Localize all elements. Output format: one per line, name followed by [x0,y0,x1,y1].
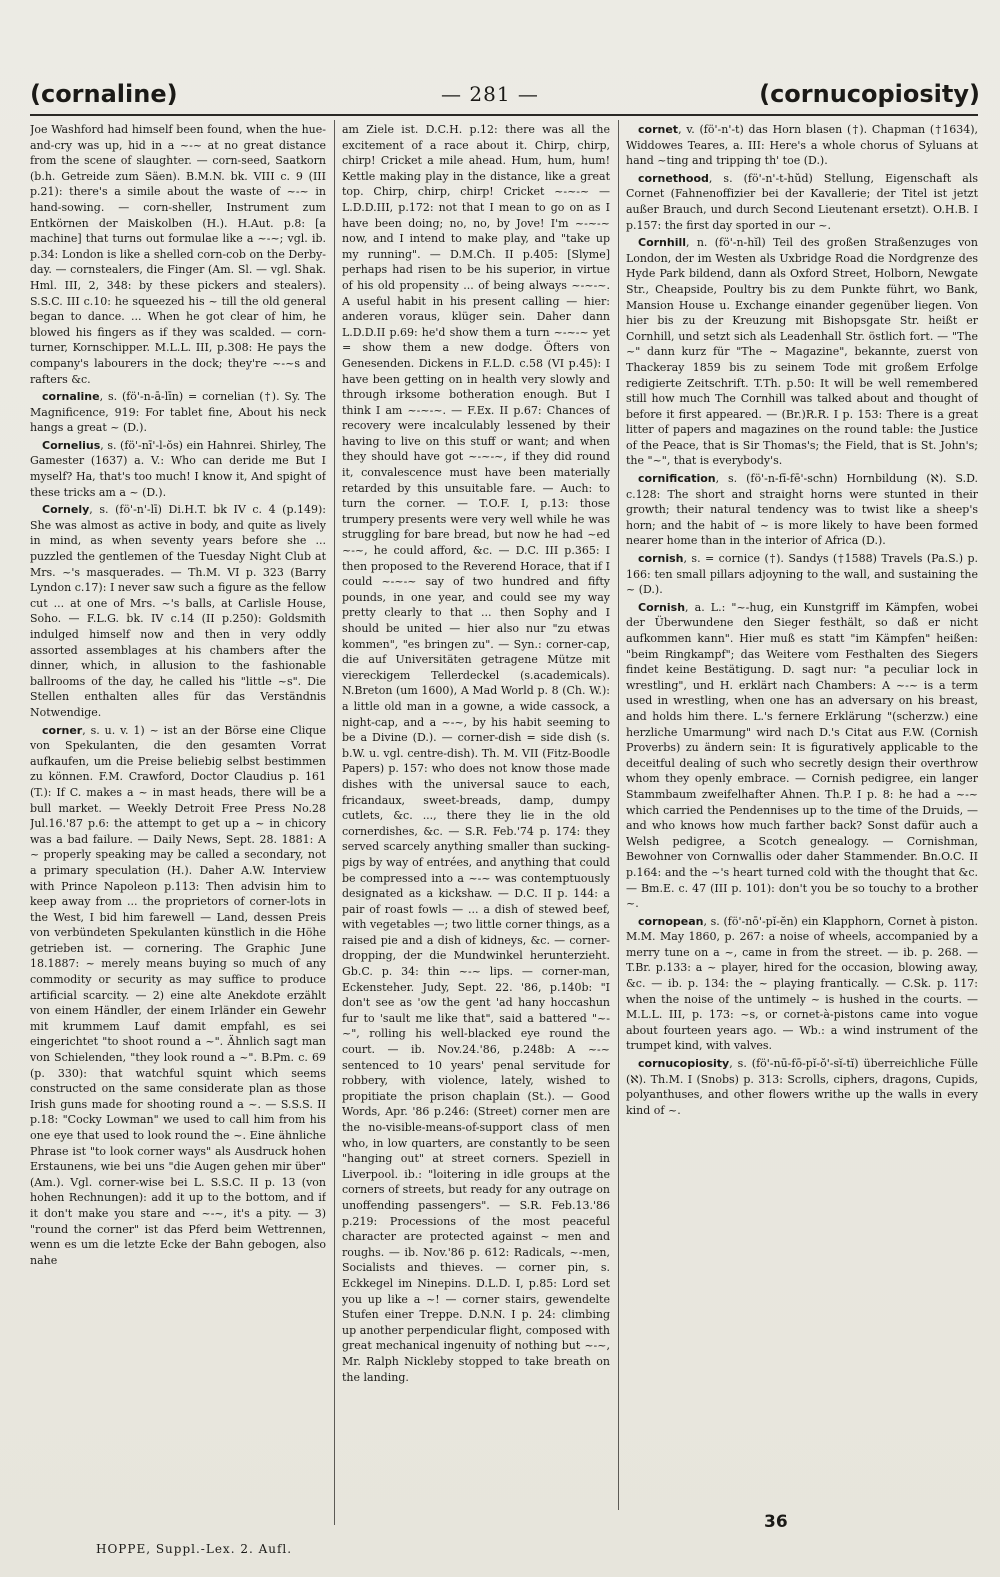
entry-cornucopiosity: cornucopiosity, s. (fö'-nū-fō-pĭ-ŏ'-sĭ-tĭ) überreichliche Fülle (ℵ). Th.M. I (Snobs) p. 313: Scrolls, ciphers, dragons, Cupids, polyanthuses, and other flowers writhe up the walls in every kind of ~. [626,1057,978,1117]
column-divider-2 [618,120,619,1510]
entry-cornelius: Cornelius, s. (fö'-nī'-l-ŏs) ein Hahnrei. Shirley, The Gamester (1637) a. V.: Who can deride me But I myself? Ha, that's too much! I know it, And spight of these tricks am a ~ (D.). [30,438,326,499]
headword: cornucopiosity [638,1057,730,1071]
entry-cornaline: cornaline, s. (fö'-n-ā-līn) = cornelian (†). Sy. The Magnificence, 919: For tablet fine, About his neck hangs a great ~ (D.). [30,390,326,435]
column-1 [30,122,326,1532]
page-number: — 281 — [441,82,539,106]
entry-cornet: cornet, v. (fö'-n'-t) das Horn blasen (†). Chapman (†1634), Widdowes Teares, a. III: Here's a whole chorus of Syluans at hand ~ting and tripping th' toe (D.). [626,123,978,168]
headword: cornification [638,472,716,486]
entry-text: Joe Washford had himself been found, when the hue-and-cry was up, hid in a ~-~ at no great distance from the scene of slaughter. — corn-seed, Saatkorn (b.h. Getreide zum Säen). B.M.N. bk. VIII c. 9 (III p.21): there's a simile about the waste of ~-~ in hand-sowing. — corn-sheller, Instrument zum Entkörnen der Maiskolben (H.). H.Aut. p.8: [a machine] that turns out formulae like a ~-~; vgl. ib. p.34: London is like a shelled corn-cob on the Derby-day. — cornstealers, die Finger (Am. Sl. — vgl. Shak. Hml. III, 2, 348: by these pickers and stealers). S.S.C. III c.10: he squeezed his ~ till the old general began to dance. ... When he got clear of him, he blowed his fingers as if they was scalded. — corn-turner, Kornschipper. M.L.L. III, p.308: He pays the company's labourers in the dock; they're ~-~s and rafters &c. [30,123,326,386]
column-2 [342,122,610,1527]
headword: cornethood [638,171,709,185]
headword: Cornely [42,503,90,517]
headword: Cornelius [42,438,101,452]
entry-cornely: Cornely, s. (fö'-n'-lī) Di.H.T. bk IV c. 4 (p.149): She was almost as active in body, and quite as lively in mind, as when seventy years before she ... puzzled the gentlemen of the Tuesday Night Club at Mrs. ~'s masquerades. — Th.M. VI p. 323 (Barry Lyndon c.17): I never saw such a figure as the fellow cut ... at one of Mrs. ~'s balls, at Carlisle House, Soho. — F.L.G. bk. IV c.14 (II p.250): Goldsmith indulged himself now and then in very oddly assorted assemblages at his chambers after the dinner, which, in allusion to the fashionable ballrooms of the day, he called his "little ~s". Die Stellen enthalten alles für das Verständnis Notwendige. [30,503,326,719]
entry-cornification: cornification, s. (fö'-n-fī-fē'-schn) Hornbildung (ℵ). S.D. c.128: The short and straight horns were stunted in their growth; their natural tendency was to twist like a sheep's horn; and the habit of ~ is more likely to have been formed nearer home than in the interior of Africa (D.). [626,472,978,548]
header-right-guideword: (cornucopiosity) [759,80,980,108]
entry-corner: corner, s. u. v. 1) ~ ist an der Börse eine Clique von Spekulanten, die den gesamten Vorrat aufkaufen, um die Preise beliebig selbst bestimmen zu können. F.M. Crawford, Doctor Claudius p. 161 (T.): If C. makes a ~ in mast heads, there will be a bull market. — Weekly Detroit Free Press No.28 Jul.16.'87 p.6: the attempt to get up a ~ in chicory was a bad failure. — Daily News, Sept. 28. 1881: A ~ properly speaking may be called a secondary, not a primary speculation (H.). Daher A.W. Interview with Prince Napoleon p.113: Then advisin him to keep away from ... the proprietors of corner-lots in the West, I bid him farewell — Land, dessen Preis von verbündeten Spekulanten künstlich in die Höhe getrieben ist. — cornering. The Graphic June 18.1887: ~ merely means buying so much of any commodity or security as may suffice to produce artificial scarcity. — 2) eine alte Anekdote erzählt von einem Händler, der einem Irländer ein Gewehr mit krummem Lauf damit empfahl, es sei eingerichtet "to shoot round a ~". Ähnlich sagt man von Schielenden, "they look round a ~". B.Pm. c. 69 (p. 330): that watchful squint which seems constructed on the same considerate plan as those Irish guns made for shooting round a ~. — S.S.S. II p.18: "Cocky Lowman" we used to call him from his one eye that used to look round the ~. Eine ähnliche Phrase ist "to look corner ways" als Ausdruck hohen Erstaunens, wie bei uns "die Augen gehen mir über" (Am.). Vgl. corner-wise bei L. S.S.C. II p. 13 (von hohen Rechnungen): add it up to the bottom, and if it don't make you stare and ~-~, it's a pity. — 3) "round the corner" ist das Pferd beim Wettrennen, wenn es um die letzte Ecke der Bahn gebogen, also nahe [30,723,326,1267]
headword: Cornhill [638,236,687,250]
headword: corner [42,723,83,737]
header-left-guideword: (cornaline) [30,80,178,108]
column-divider-1 [334,120,335,1525]
headword: cornish [638,552,684,566]
footer-imprint: HOPPE, Suppl.-Lex. 2. Aufl. [96,1542,293,1556]
headword: cornopean [638,914,704,928]
entry-cornish-noun: cornish, s. = cornice (†). Sandys (†1588) Travels (Pa.S.) p. 166: ten small pillars adjoyning to the wall, and sustaining the ~ (D.). [626,552,978,597]
headword: cornet [638,123,679,136]
entry-cornopean: cornopean, s. (fö'-nō'-pĭ-ĕn) ein Klapphorn, Cornet à piston. M.M. May 1860, p. 267: a noise of wheels, accompanied by a merry tune on a ~, came in from the street. — ib. p. 268. — T.Br. p.133: a ~ player, hired for the occasion, blowing away, &c. — ib. p. 134: the ~ playing frantically. — C.Sk. p. 117: when the noise of the untimely ~ is hushed in the courts. — M.L.L. III, p. 173: ~s, or cornet-à-pistons came into vogue about fourteen years ago. — Wb.: a wind instrument of the trumpet kind, with valves. [626,914,978,1053]
column-3 [626,122,978,1507]
sheet-signature: 36 [764,1512,788,1532]
header-rule [30,114,978,116]
headword: Cornish [638,600,686,614]
entry-cornethood: cornethood, s. (fö'-n'-t-hŭd) Stellung, Eigenschaft als Cornet (Fahnenoffizier bei der Kavallerie; der Titel ist jetzt außer Brauch, und durch Second Lieutenant ersetzt). O.H.B. I p.157: the first day sported in our ~. [626,171,978,232]
headword: cornaline [42,390,100,404]
entry-cornish-adj: Cornish, a. L.: "~-hug, ein Kunstgriff im Kämpfen, wobei der Überwundene den Sieger festhält, so daß er nicht aufkommen kann". Hier muß es statt "im Kämpfen" heißen: "beim Ringkampf"; das Weitere vom Festhalten des Siegers findet keine Bestätigung. D. sagt nur: "a peculiar lock in wrestling", und H. erklärt nach Chambers: A ~-~ is a term used in wrestling, when one has an adversary on his breast, and holds him there. L.'s fernere Erklärung "(scherzw.) eine herzliche Umarmung" wird nach D.'s Citat aus F.W. (Cornish Proverbs) zu ändern sein: It is figuratively applicable to the deceitful dealing of such who secretly design their overthrow whom they openly embrace. — Cornish pedigree, ein langer Stammbaum zweifelhafter Ahnen. Th.P. I p. 8: he had a ~-~ which carried the Pendennises up to the time of the Druids, — and who knows how much farther back? Sonst dafür auch a Welsh pedigree, a Scotch genealogy. — Cornishman, Bewohner von Cornwallis oder daher Stammender. Bn.O.C. II p.164: and the ~'s heart turned cold with the thought that &c. — Bm.E. c. 47 (III p. 101): don't you be so touchy to a brother ~. [626,600,978,911]
running-header [30,80,980,116]
entry-cornhill: Cornhill, n. (fö'-n-hĭl) Teil des großen Straßenzuges von London, der im Westen als Uxbridge Road die Nordgrenze des Hyde Park bildend, dann als Oxford Street, Holborn, Newgate Str., Cheapside, Poultry bis zu dem Punkte führt, wo Bank, Mansion House u. Exchange einander gegenüber liegen. Von hier bis zu der Kreuzung mit Bishopsgate Str. heißt er Cornhill, und setzt sich als Leadenhall Str. östlich fort. — "The ~" dann kurz für "The ~ Magazine", bekannte, zuerst von Thackeray 1859 bis zu seinem Tode mit großem Erfolge redigierte Zeitschrift. T.Th. p.50: It will be well remembered still how much The Cornhill was talked about and thought of before it first appeared. — (Br.)R.R. I p. 153: There is a great litter of papers and magazines on the round table: the Justice of the Peace, that is Sir Thomas's; the Field, that is St. John's; the "~", that is everybody's. [626,236,978,468]
entry-text: am Ziele ist. D.C.H. p.12: there was all the excitement of a race about it. Chirp, chirp, chirp! Cricket a mile ahead. Hum, hum, hum! Kettle making play in the distance, like a great top. Chirp, chirp, chirp! Cricket ~-~-~ — L.D.D.III, p.172: not that I mean to go on as I have been doing; no, no, by Jove! I'm ~-~-~ now, and I intend to make play, and "take up my running". — D.M.Ch. II p.405: [Slyme] perhaps had risen to be his superior, in virtue of his old propensity ... of being always ~-~-~. A useful habit in his present calling — hier: anderen voraus, klüger sein. Daher dann L.D.D.II p.69: he'd show them a turn ~-~-~ yet = show them a new dodge. Öfters von Genesenden. Dickens in F.L.D. c.58 (VI p.45): I have been getting on in health very slowly and through irksome botheration enough. But I think I am ~-~-~. — F.Ex. II p.67: Chances of recovery were incalculably lessened by their having to live on this stuff or want; and when they should have got ~-~-~, if they did round it, convalescence must have been materially retarded by this unsuitable fare. — Auch: to turn the corner. — T.O.F. I, p.13: those trumpery presents were very well while he was struggling for bare bread, but now he had ~ed ~-~, he could afford, &c. — D.C. III p.365: I then proposed to the Reverend Horace, that if I could ~-~-~ say of two hundred and fifty pounds, in one year, and could see my way pretty clearly to that ... then Sophy and I should be united — hier also nur "zu etwas kommen", "es bringen zu". — Syn.: corner-cap, die auf Universitäten getragene Mütze mit viereckigem Tellerdeckel (s.academicals). N.Breton (um 1600), A Mad World p. 8 (Ch. W.): a little old man in a gowne, a wide cassock, a night-cap, and a ~-~, by his habit seeming to be a Divine (D.). — corner-dish = side dish (s. b.W. u. vgl. centre-dish). Th. M. VII (Fitz-Boodle Papers) p. 157: who does not know those made dishes with the universal sauce to each, fricandaux, sweet-breads, damp, dumpy cutlets, &c. ..., there they lie in the old cornerdishes, &c. — S.R. Feb.'74 p. 174: they served scarcely anything smaller than sucking-pigs by way of entrées, and anything that could be compressed into a ~-~ was contemptuously designated as a kickshaw. — D.C. II p. 144: a pair of roast fowls — ... a dish of stewed beef, with vegetables —; two little corner things, as a raised pie and a dish of kidneys, &c. — corner-dropping, der die Mundwinkel herunterzieht. Gb.C. p. 34: thin ~-~ lips. — corner-man, Eckensteher. Judy, Sept. 22. '86, p.140b: "I don't see as 'ow the gent 'ad hany hoccashun fur to 'sault me like that", said a battered "~-~", rolling his well-blacked eye round the court. — ib. Nov.24.'86, p.248b: A ~-~ sentenced to 10 years' penal servitude for robbery, with violence, lately, wished to propitiate the prison chaplain (St.). — Good Words, Apr. '86 p.246: (Street) corner men are the no-visible-means-of-support class of men who, in low quarters, are constantly to be seen "hanging out" at street corners. Speziell in Liverpool. ib.: "loitering in idle groups at the corners of streets, but ready for any outrage on unoffending passengers". — S.R. Feb.13.'86 p.219: Processions of the most peaceful character are protected against ~ men and roughs. — ib. Nov.'86 p. 612: Radicals, ~-men, Socialists and thieves. — corner pin, s. Eckkegel im Ninepins. D.L.D. I, p.85: Lord set you up like a ~! — corner stairs, gewendelte Stufen einer Treppe. D.N.N. I p. 24: climbing up another perpendicular flight, composed with great mechanical ingenuity of nothing but ~-~, Mr. Ralph Nickleby stopped to take breath on the landing. [342,123,610,1384]
